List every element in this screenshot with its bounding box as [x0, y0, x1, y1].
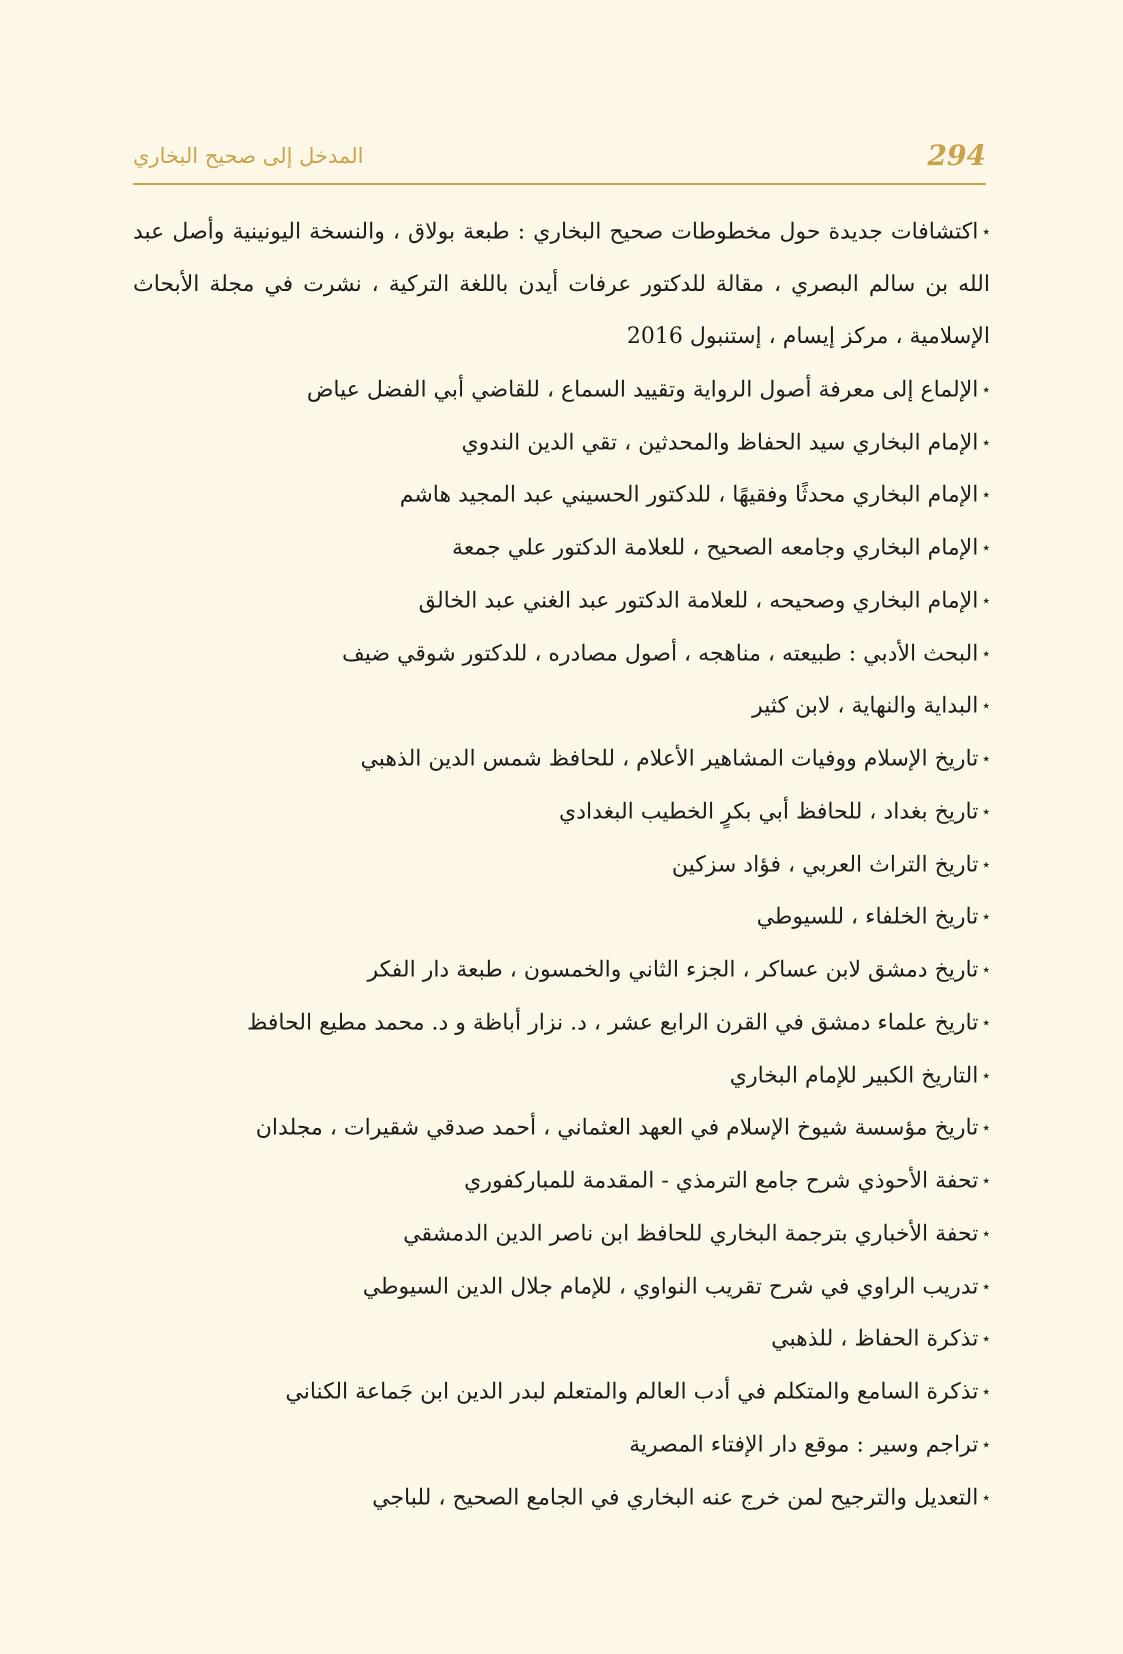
entry-text: تاريخ الخلفاء ، للسيوطي	[756, 904, 979, 930]
star-marker-icon: ٭	[982, 487, 990, 504]
star-marker-icon: ٭	[982, 1225, 990, 1242]
star-marker-icon: ٭	[982, 1278, 990, 1295]
bibliography-entry	[133, 839, 990, 892]
entry-text: تاريخ الإسلام ووفيات المشاهير الأعلام ، للحافظ شمس الدين الذهبي	[360, 746, 979, 772]
page-header	[133, 138, 986, 182]
entry-text: تاريخ دمشق لابن عساكر ، الجزء الثاني والخمسون ، طبعة دار الفكر	[367, 957, 979, 983]
bibliography-entry	[133, 206, 990, 364]
bibliography-entry	[133, 733, 990, 786]
entry-text: تحفة الأخباري بترجمة البخاري للحافظ ابن ناصر الدين الدمشقي	[403, 1221, 979, 1246]
entry-text: التعديل والترجيح لمن خرج عنه البخاري في الجامع الصحيح ، للباجي	[372, 1484, 979, 1510]
entry-text: الإمام البخاري محدثًا وفقيهًا ، للدكتور الحسيني عبد المجيد هاشم	[399, 482, 979, 508]
page-number: 294	[927, 139, 986, 172]
star-marker-icon: ٭	[982, 1173, 990, 1189]
bibliography-entry	[133, 1419, 990, 1472]
entry-text: التاريخ الكبير للإمام البخاري	[729, 1062, 979, 1088]
entry-text: تدريب الراوي في شرح تقريب النواوي ، للإمام جلال الدين السيوطي	[362, 1273, 979, 1299]
entry-text: الإمام البخاري وصحيحه ، للعلامة الدكتور عبد الغني عبد الخالق	[418, 588, 979, 613]
star-marker-icon: ٭	[982, 434, 990, 451]
bibliography-entry	[133, 997, 990, 1050]
star-marker-icon: ٭	[982, 592, 990, 609]
entry-text: تاريخ التراث العربي ، فؤاد سزكين	[671, 851, 979, 877]
bibliography-entry	[133, 891, 990, 944]
star-marker-icon: ٭	[982, 856, 990, 873]
bibliography-entry	[133, 1155, 990, 1208]
star-marker-icon: ٭	[982, 1120, 990, 1137]
bibliography-entry	[133, 1102, 990, 1155]
star-marker-icon: ٭	[982, 962, 990, 978]
entry-text: تاريخ مؤسسة شيوخ الإسلام في العهد العثماني ، أحمد صدقي شقيرات ، مجلدان	[255, 1115, 979, 1141]
star-marker-icon: ٭	[982, 1489, 990, 1506]
bibliography-entry	[133, 944, 990, 997]
bibliography-entry	[133, 469, 990, 522]
star-marker-icon: ٭	[982, 1067, 990, 1084]
bibliography-entry	[133, 1472, 990, 1525]
bibliography-list	[133, 206, 990, 1524]
star-marker-icon: ٭	[982, 1436, 990, 1453]
bibliography-entry	[133, 522, 990, 575]
star-marker-icon: ٭	[982, 803, 990, 820]
star-marker-icon: ٭	[982, 1014, 990, 1031]
entry-text: تاريخ علماء دمشق في القرن الرابع عشر ، د. نزار أباظة و د. محمد مطيع الحافظ	[246, 1010, 979, 1035]
star-marker-icon: ٭	[982, 1331, 990, 1348]
bibliography-entry	[133, 786, 990, 839]
entry-text: الإمام البخاري سيد الحفاظ والمحدثين ، تقي الدين الندوي	[461, 429, 979, 455]
entry-text: الإلماع إلى معرفة أصول الرواية وتقييد السماع ، للقاضي أبي الفضل عياض	[306, 377, 979, 402]
bibliography-entry	[133, 628, 990, 681]
bibliography-entry	[133, 1050, 990, 1103]
entry-text: تراجم وسير : موقع دار الإفتاء المصرية	[629, 1432, 979, 1457]
bibliography-entry	[133, 680, 990, 733]
header-divider	[133, 183, 986, 185]
entry-text: تذكرة السامع والمتكلم في أدب العالم والمتعلم لبدر الدين ابن جَماعة الكناني	[285, 1379, 979, 1405]
running-title: المدخل إلى صحيح البخاري	[133, 144, 364, 168]
entry-text: الإمام البخاري وجامعه الصحيح ، للعلامة الدكتور علي جمعة	[452, 535, 979, 561]
star-marker-icon: ٭	[982, 645, 990, 662]
entry-text: تحفة الأحوذي شرح جامع الترمذي - المقدمة للمباركفوري	[464, 1168, 979, 1194]
star-marker-icon: ٭	[982, 381, 990, 398]
bibliography-entry	[133, 575, 990, 628]
entry-text: تاريخ بغداد ، للحافظ أبي بكرٍ الخطيب البغدادي	[559, 799, 979, 824]
star-marker-icon: ٭	[982, 909, 990, 926]
star-marker-icon: ٭	[982, 224, 990, 240]
bibliography-entry	[133, 1208, 990, 1261]
entry-text: اكتشافات جديدة حول مخطوطات صحيح البخاري : طبعة بولاق ، والنسخة اليونينية وأصل عبد الله بن سالم البصري ، مقالة للدكتور عرفات أيدن باللغة التركية ، نشرت في مجلة الأبحاث الإسلامية ، مركز إيسام ، إستنبول 2016	[133, 219, 990, 350]
bibliography-entry	[133, 417, 990, 470]
star-marker-icon: ٭	[982, 1384, 990, 1400]
star-marker-icon: ٭	[982, 751, 990, 767]
star-marker-icon: ٭	[982, 540, 990, 556]
bibliography-entry	[133, 364, 990, 417]
star-marker-icon: ٭	[982, 698, 990, 715]
bibliography-entry	[133, 1313, 990, 1366]
entry-text: تذكرة الحفاظ ، للذهبي	[771, 1326, 979, 1352]
entry-text: البحث الأدبي : طبيعته ، مناهجه ، أصول مصادره ، للدكتور شوقي ضيف	[341, 640, 979, 666]
entry-text: البداية والنهاية ، لابن كثير	[752, 693, 979, 719]
bibliography-entry	[133, 1261, 990, 1314]
bibliography-entry	[133, 1366, 990, 1419]
